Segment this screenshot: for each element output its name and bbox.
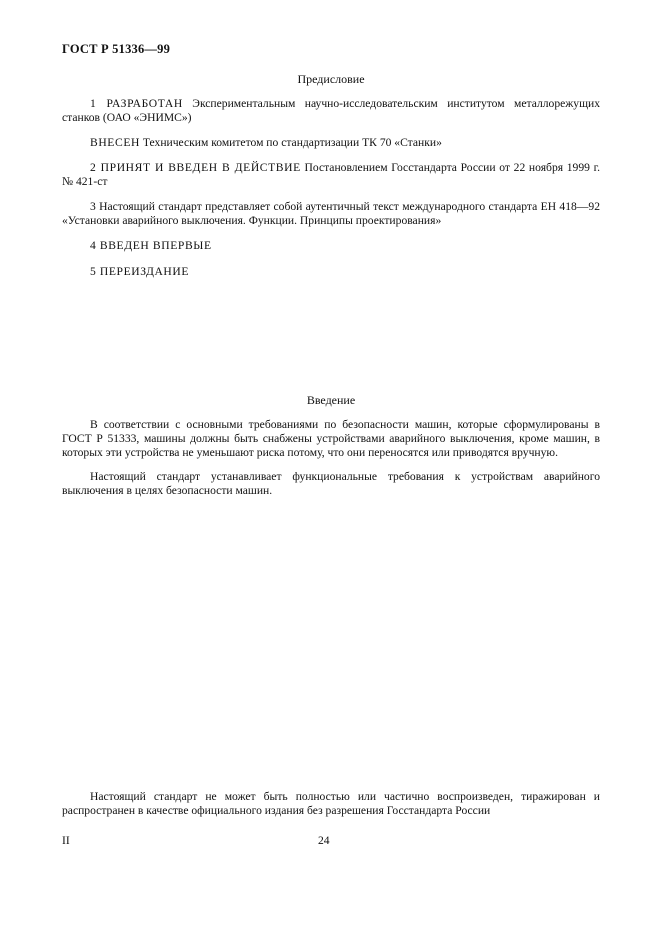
document-code: ГОСТ Р 51336—99: [62, 42, 171, 56]
introduced-label: ВНЕСЕН: [90, 136, 140, 149]
introduced-text: Техническим комитетом по стандартизации ТК 70 «Станки»: [139, 136, 442, 149]
copyright-notice: Настоящий стандарт не может быть полностью или частично воспроизведен, тиражирован и распространен в качестве официального издания без разрешения Госстандарта России: [62, 790, 600, 818]
roman-page-number: II: [62, 834, 70, 847]
page-number: 24: [318, 834, 330, 847]
foreword-introduced: [62, 136, 600, 150]
introduction-paragraph-1: В соответствии с основными требованиями по безопасности машин, которые сформулированы в ГОСТ Р 51333, машины должны быть снабжены устройствами аварийного выключения, кроме машин, в которых эти устройства не уменьшают риска потому, что они переносятся или приводятся вручную.: [62, 418, 600, 460]
foreword-item-3: 3 Настоящий стандарт представляет собой аутентичный текст международного стандарта ЕН 418—92 «Установки аварийного выключения. Функции. Принципы проектирования»: [62, 200, 600, 228]
item-2-text: Постановлением Госстандарта России от 22 ноября 1999 г. № 421-ст: [62, 161, 600, 189]
foreword-item-4: 4 ВВЕДЕН ВПЕРВЫЕ: [90, 239, 212, 252]
foreword-item-2: [62, 161, 600, 189]
item-2-label: 2 ПРИНЯТ И ВВЕДЕН В ДЕЙСТВИЕ: [90, 161, 301, 174]
item-1-text: Экспериментальным научно-исследовательским институтом металлорежущих станков (ОАО «ЭНИМС»): [62, 97, 600, 125]
foreword-item-5: 5 ПЕРЕИЗДАНИЕ: [90, 265, 190, 278]
foreword-title: Предисловие: [297, 72, 365, 86]
introduction-paragraph-2: Настоящий стандарт устанавливает функциональные требования к устройствам аварийного выключения в целях безопасности машин.: [62, 470, 600, 498]
introduction-title: Введение: [306, 393, 356, 407]
item-1-label: 1 РАЗРАБОТАН: [90, 97, 183, 110]
foreword-item-1: [62, 97, 600, 125]
